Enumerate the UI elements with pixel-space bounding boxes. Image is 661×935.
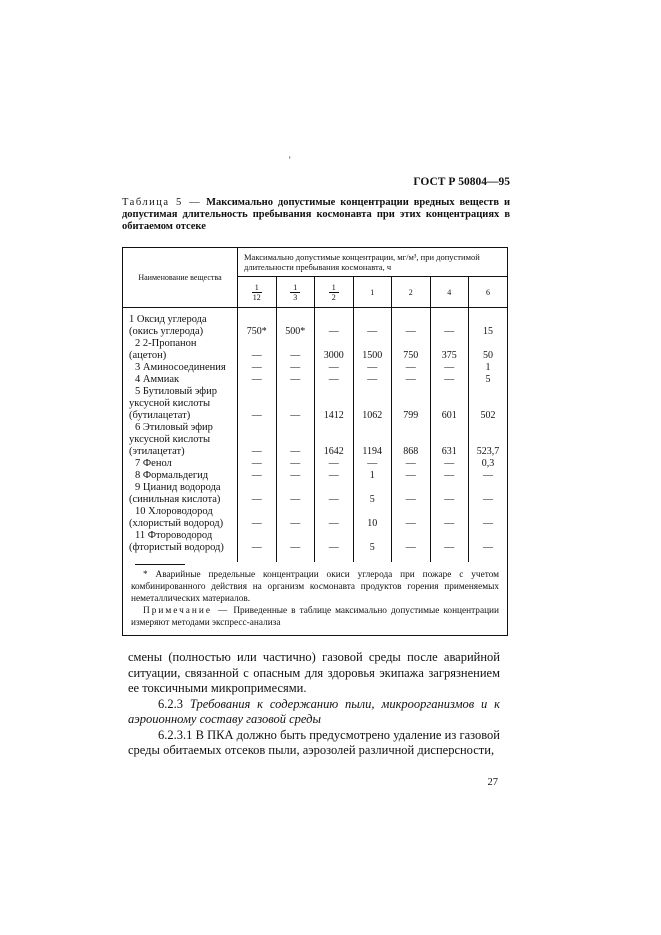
concentration-table bbox=[123, 248, 507, 562]
fraction-hour-header bbox=[238, 277, 277, 308]
name-line: 1 Оксид углерода bbox=[129, 314, 207, 325]
substance-name bbox=[123, 374, 238, 386]
substance-name bbox=[123, 422, 238, 458]
name-line: 8 Формальдегид bbox=[135, 470, 209, 481]
concentration-cell: 375 bbox=[430, 338, 469, 362]
concentration-cell: 631 bbox=[430, 422, 469, 458]
concentration-cell: — bbox=[315, 530, 354, 562]
concentration-cell: — bbox=[392, 530, 431, 562]
caption-text: Максимально допустимые концентрации вредных веществ и допустимая длительность пребывания космонавта при этих концентрациях в обитаемом отсеке bbox=[122, 197, 510, 232]
page-number: 27 bbox=[487, 776, 498, 788]
concentration-cell: 601 bbox=[430, 386, 469, 422]
table-row bbox=[123, 374, 507, 386]
substance-name bbox=[123, 506, 238, 530]
concentration-cell: 500* bbox=[276, 308, 315, 339]
concentration-cell: — bbox=[353, 458, 392, 470]
concentration-cell: — bbox=[315, 506, 354, 530]
hour-header: 1 bbox=[353, 277, 392, 308]
concentration-cell: 502 bbox=[469, 386, 508, 422]
paragraph: 6.2.3.1 В ПКА должно быть предусмотрено удаление из газовой среды обитаемых отсеков пыли, аэрозолей различной дисперсности, bbox=[128, 727, 500, 757]
concentration-cell: 523,7 bbox=[469, 422, 508, 458]
concentration-cell: — bbox=[276, 362, 315, 374]
table-frame bbox=[122, 247, 508, 636]
table-row bbox=[123, 308, 507, 339]
concentration-cell: — bbox=[238, 506, 277, 530]
concentration-cell: — bbox=[392, 458, 431, 470]
concentration-cell: — bbox=[469, 470, 508, 482]
page-content bbox=[122, 175, 510, 788]
concentration-cell: 15 bbox=[469, 308, 508, 339]
hour-header: 6 bbox=[469, 277, 508, 308]
name-line: 9 Цианид водорода bbox=[135, 482, 221, 493]
substance-name bbox=[123, 530, 238, 562]
concentration-cell: 1 bbox=[469, 362, 508, 374]
concentration-cell: — bbox=[238, 482, 277, 506]
name-line: уксусной кислоты bbox=[129, 434, 211, 445]
concentration-cell: — bbox=[276, 422, 315, 458]
name-line: (окись углерода) bbox=[129, 326, 204, 337]
concentration-cell: 1500 bbox=[353, 338, 392, 362]
concentration-cell: — bbox=[430, 374, 469, 386]
concentration-cell: 10 bbox=[353, 506, 392, 530]
concentration-cell: — bbox=[430, 506, 469, 530]
fraction-hour-header bbox=[276, 277, 315, 308]
substance-name bbox=[123, 308, 238, 339]
concentration-cell: — bbox=[315, 470, 354, 482]
concentration-cell: — bbox=[315, 308, 354, 339]
footnote: * Аварийные предельные концентрации окиси углерода при пожаре с учетом комбинированного действия на организм космонавта продуктов горения применяемых неметаллических материалов. bbox=[131, 570, 499, 604]
concentration-cell: — bbox=[430, 470, 469, 482]
name-line: (ацетон) bbox=[129, 350, 167, 361]
concentration-cell: — bbox=[392, 506, 431, 530]
name-column-header: Наименование вещества bbox=[123, 248, 238, 308]
concentration-cell: 1 bbox=[353, 470, 392, 482]
concentration-cell: — bbox=[353, 374, 392, 386]
concentration-cell: 799 bbox=[392, 386, 431, 422]
concentration-cell: 1194 bbox=[353, 422, 392, 458]
name-line: 4 Аммиак bbox=[135, 374, 180, 385]
concentration-cell: — bbox=[276, 338, 315, 362]
concentration-cell: — bbox=[238, 530, 277, 562]
table-row bbox=[123, 422, 507, 458]
document-code: ГОСТ Р 50804—95 bbox=[413, 176, 510, 188]
table-row bbox=[123, 470, 507, 482]
numerator: 1 bbox=[329, 283, 339, 293]
name-line: (фтористый водород) bbox=[129, 542, 224, 553]
note-label: Примечание — bbox=[143, 606, 230, 616]
concentration-cell: 1642 bbox=[315, 422, 354, 458]
concentration-cell: — bbox=[430, 362, 469, 374]
concentration-cell: — bbox=[353, 308, 392, 339]
concentration-cell: — bbox=[276, 506, 315, 530]
name-line: 2 2-Пропанон bbox=[135, 338, 197, 349]
concentration-cell: — bbox=[315, 482, 354, 506]
substance-name bbox=[123, 470, 238, 482]
table-row bbox=[123, 530, 507, 562]
body-text bbox=[128, 650, 500, 759]
concentration-cell: — bbox=[238, 470, 277, 482]
concentration-cell: — bbox=[315, 458, 354, 470]
hour-header: 2 bbox=[392, 277, 431, 308]
name-line: уксусной кислоты bbox=[129, 398, 211, 409]
section-heading bbox=[128, 697, 500, 728]
name-line: 11 Фтороводород bbox=[135, 530, 213, 541]
caption-label: Таблица 5 — bbox=[122, 197, 202, 208]
substance-name bbox=[123, 362, 238, 374]
concentration-cell: — bbox=[276, 482, 315, 506]
concentration-cell: — bbox=[315, 362, 354, 374]
substance-name bbox=[123, 338, 238, 362]
numerator: 1 bbox=[252, 283, 262, 293]
hour-header: 4 bbox=[430, 277, 469, 308]
name-line: (синильная кислота) bbox=[129, 494, 221, 505]
name-line: 5 Бутиловый эфир bbox=[135, 386, 217, 397]
concentration-cell: 5 bbox=[353, 530, 392, 562]
name-line: 3 Аминосоединения bbox=[135, 362, 226, 373]
denominator: 2 bbox=[331, 292, 336, 302]
concentration-cell: — bbox=[469, 530, 508, 562]
concentration-cell: — bbox=[276, 374, 315, 386]
concentration-cell: — bbox=[315, 374, 354, 386]
concentration-cell: 5 bbox=[353, 482, 392, 506]
table-row bbox=[123, 362, 507, 374]
concentration-cell: — bbox=[392, 470, 431, 482]
table-row bbox=[123, 338, 507, 362]
concentration-cell: — bbox=[392, 482, 431, 506]
concentration-cell: 868 bbox=[392, 422, 431, 458]
table-row bbox=[123, 506, 507, 530]
concentration-cell: — bbox=[238, 386, 277, 422]
name-line: (бутилацетат) bbox=[129, 410, 191, 421]
table-row bbox=[123, 458, 507, 470]
substance-name bbox=[123, 482, 238, 506]
concentration-cell: — bbox=[276, 470, 315, 482]
concentration-cell: — bbox=[430, 308, 469, 339]
concentration-cell: — bbox=[469, 506, 508, 530]
numerator: 1 bbox=[290, 283, 300, 293]
concentration-cell: 1412 bbox=[315, 386, 354, 422]
concentration-cell: — bbox=[276, 386, 315, 422]
concentration-cell: — bbox=[238, 422, 277, 458]
name-line: 6 Этиловый эфир bbox=[135, 422, 213, 433]
concentration-cell: — bbox=[430, 458, 469, 470]
concentration-group-header: Максимально допустимые концентрации, мг/м³, при допустимой длительности пребывания космонавта, ч bbox=[238, 248, 508, 277]
concentration-cell: — bbox=[353, 362, 392, 374]
table-row bbox=[123, 386, 507, 422]
fraction-hour-header bbox=[315, 277, 354, 308]
concentration-cell: — bbox=[238, 374, 277, 386]
table-row bbox=[123, 482, 507, 506]
name-line: (этилацетат) bbox=[129, 446, 185, 457]
name-line: 10 Хлороводород bbox=[135, 506, 213, 517]
name-line: (хлористый водород) bbox=[129, 518, 224, 529]
note bbox=[131, 605, 499, 629]
substance-name bbox=[123, 458, 238, 470]
section-number: 6.2.3 bbox=[158, 696, 183, 711]
scan-speck: ' bbox=[289, 155, 291, 165]
concentration-cell: — bbox=[392, 308, 431, 339]
concentration-cell: — bbox=[276, 530, 315, 562]
concentration-cell: 750* bbox=[238, 308, 277, 339]
concentration-cell: 750 bbox=[392, 338, 431, 362]
substance-name bbox=[123, 386, 238, 422]
note-text: Приведенные в таблице максимально допустимые концентрации измеряют методами экспресс-анализа bbox=[131, 606, 499, 628]
concentration-cell: 5 bbox=[469, 374, 508, 386]
concentration-cell: — bbox=[430, 482, 469, 506]
concentration-cell: — bbox=[238, 338, 277, 362]
denominator: 12 bbox=[252, 292, 261, 302]
concentration-cell: 0,3 bbox=[469, 458, 508, 470]
concentration-cell: — bbox=[392, 362, 431, 374]
name-line: 7 Фенол bbox=[135, 458, 172, 469]
paragraph: смены (полностью или частично) газовой среды после аварийной ситуации, связанной с опасным для здоровья экипажа загрязнением ее токсичными микропримесями. bbox=[128, 650, 500, 695]
concentration-cell: — bbox=[392, 374, 431, 386]
concentration-cell: — bbox=[238, 458, 277, 470]
section-title: Требования к содержанию пыли, микроорганизмов и к аэроионному составу газовой среды bbox=[128, 696, 500, 726]
concentration-cell: 3000 bbox=[315, 338, 354, 362]
table-notes bbox=[123, 565, 507, 635]
concentration-cell: 1062 bbox=[353, 386, 392, 422]
concentration-cell: — bbox=[469, 482, 508, 506]
table-caption bbox=[122, 197, 510, 233]
concentration-cell: — bbox=[238, 362, 277, 374]
concentration-cell: — bbox=[276, 458, 315, 470]
concentration-cell: — bbox=[430, 530, 469, 562]
concentration-cell: 50 bbox=[469, 338, 508, 362]
denominator: 3 bbox=[293, 292, 298, 302]
